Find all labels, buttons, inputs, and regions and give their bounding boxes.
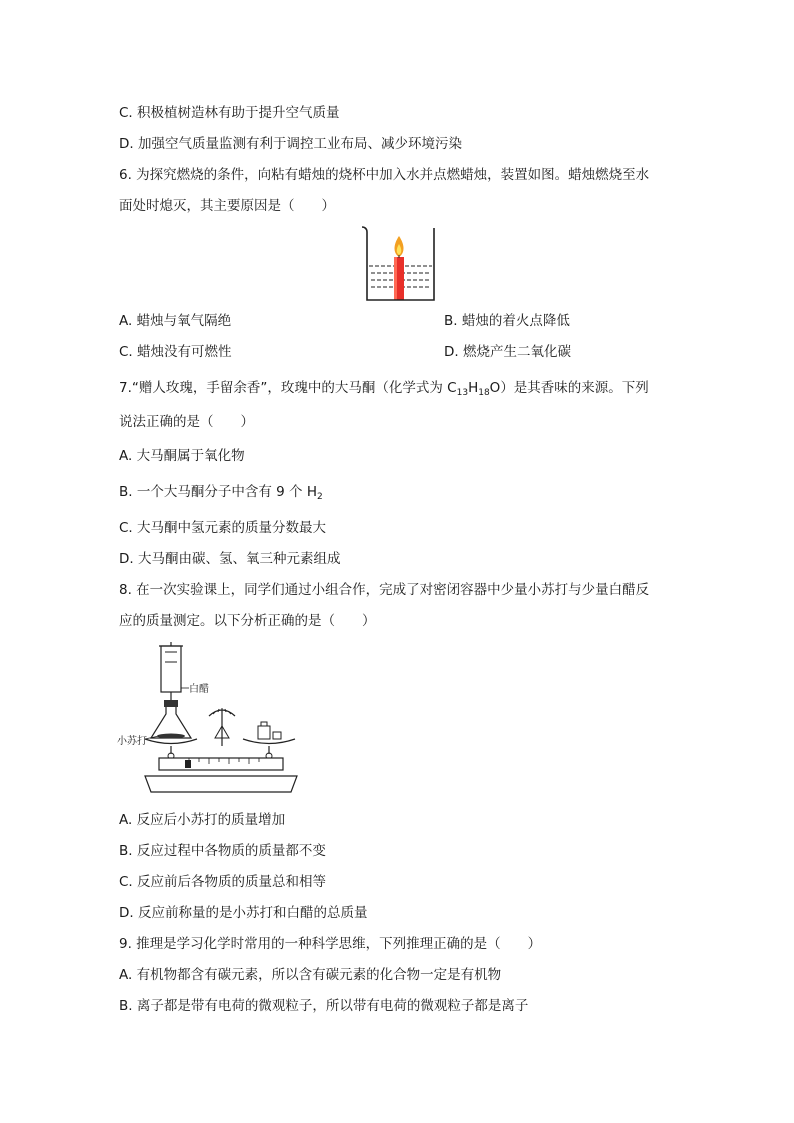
- q5-option-d: D. 加强空气质量监测有利于调控工业布局、减少环境污染: [119, 136, 462, 152]
- q6-option-b: B. 蜡烛的着火点降低: [444, 313, 570, 329]
- balance-beam: [159, 758, 283, 770]
- balance-apparatus-figure: [115, 642, 305, 794]
- baking-soda-label: 小苏打: [117, 736, 147, 747]
- vinegar-label: 白醋: [189, 684, 209, 695]
- q7-stem-line2: 说法正确的是（ ）: [119, 414, 254, 430]
- q6-stem-line1: 6. 为探究燃烧的条件，向粘有蜡烛的烧杯中加入水并点燃蜡烛，装置如图。蜡烛燃烧至水: [119, 167, 650, 183]
- q7-option-b: B. 一个大马酮分子中含有 9 个 $H_2$: [119, 484, 323, 502]
- q6-option-c: C. 蜡烛没有可燃性: [119, 344, 232, 360]
- q7-stem-pre: 7.“赠人玫瑰，手留余香”，玫瑰中的大马酮（化学式为: [119, 380, 448, 396]
- balance-base: [145, 776, 297, 792]
- q9-stem: 9. 推理是学习化学时常用的一种科学思维，下列推理正确的是（ ）: [119, 936, 542, 952]
- q6-option-d: D. 燃烧产生二氧化碳: [444, 344, 571, 360]
- conical-flask: [151, 707, 191, 738]
- q5-option-c: C. 积极植树造林有助于提升空气质量: [119, 105, 340, 121]
- weight-small: [273, 732, 281, 739]
- q8-option-a: A. 反应后小苏打的质量增加: [119, 812, 286, 828]
- beaker-candle-figure: [360, 226, 440, 302]
- weight-large: [258, 726, 270, 739]
- q6-stem-line2: 面处时熄灭，其主要原因是（ ）: [119, 198, 335, 214]
- q6-option-a: A. 蜡烛与氧气隔绝: [119, 313, 232, 329]
- q9-option-b: B. 离子都是带有电荷的微观粒子，所以带有电荷的微观粒子都是离子: [119, 998, 529, 1014]
- q8-option-c: C. 反应前后各物质的质量总和相等: [119, 874, 327, 890]
- q7-option-d: D. 大马酮由碳、氢、氧三种元素组成: [119, 551, 341, 567]
- q8-stem-line2: 应的质量测定。以下分析正确的是（ ）: [119, 613, 376, 629]
- q7-formula: $C_{13}H_{18}O$: [447, 380, 501, 398]
- q7-stem-post: ）是其香味的来源。下列: [500, 380, 649, 396]
- q8-stem-line1: 8. 在一次实验课上，同学们通过小组合作，完成了对密闭容器中少量小苏打与少量白醋反: [119, 582, 650, 598]
- q8-option-b: B. 反应过程中各物质的质量都不变: [119, 843, 326, 859]
- q7-option-c: C. 大马酮中氢元素的质量分数最大: [119, 520, 327, 536]
- q9-option-a: A. 有机物都含有碳元素，所以含有碳元素的化合物一定是有机物: [119, 967, 502, 983]
- q8-option-d: D. 反应前称量的是小苏打和白醋的总质量: [119, 905, 368, 921]
- q7-stem-line1: [119, 378, 649, 403]
- syringe: [161, 646, 181, 692]
- rider: [185, 760, 191, 768]
- q7-option-a: A. 大马酮属于氧化物: [119, 448, 245, 464]
